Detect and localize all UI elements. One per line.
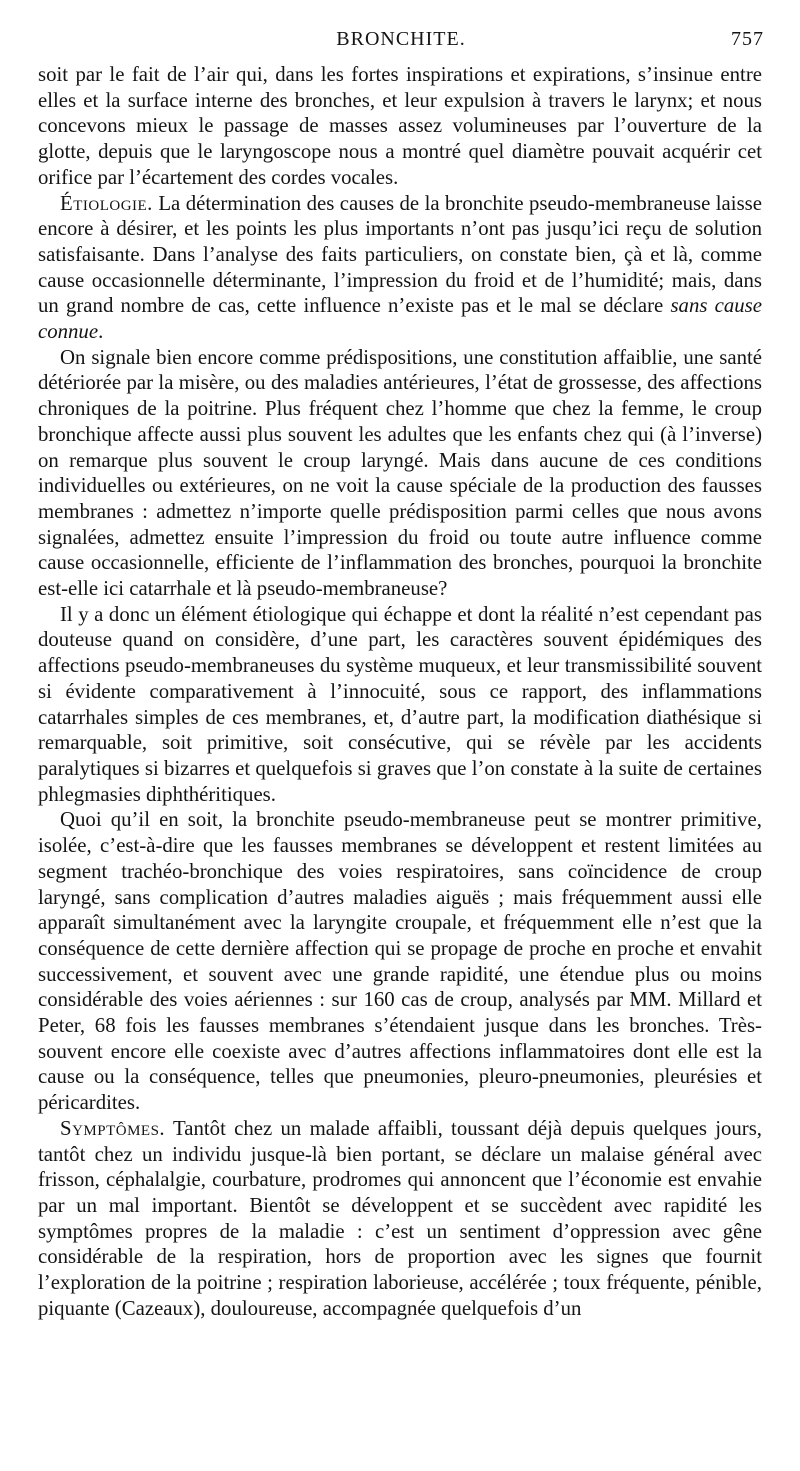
- paragraph-text: On signale bien encore comme prédispositions, une constitution affaiblie, une santé détériorée par la misère, ou des maladies antérieures, l’état de grossesse, des affections chroniques de la poitrine. Plus fréquent chez l’homme que chez la femme, le croup bronchique affecte aussi plus souvent les adultes que les enfants chez qui (à l’inverse) on remarque plus souvent le croup laryngé. Mais dans aucune de ces conditions individuelles ou extérieures, on ne voit la cause spéciale de la production des fausses membranes : admettez n’importe quelle prédisposition parmi celles que nous avons signalées, admettez ensuite l’impression du froid ou toute autre influence comme cause occasionnelle, efficiente de l’inflammation des bronches, pourquoi la bronchite est-elle ici catarrhale et là pseudo-membraneuse?: [38, 345, 762, 601]
- section-heading-symptomes: Symptômes.: [60, 1116, 166, 1140]
- paragraph-forme-primitive: [38, 807, 762, 1115]
- paragraph-text: .: [98, 320, 104, 344]
- paragraph-element-etiologique: [38, 602, 762, 808]
- paragraph-text: Il y a donc un élément étiologique qui échappe et dont la réalité n’est cependant pas douteuse quand on considère, d’une part, les caractères souvent épidémiques des affections pseudo-membraneuses du système muqueux, et leur transmissibilité souvent si évidente comparativement à l’innocuité, sous ce rapport, des inflammations catarrhales simples de ces membranes, et, d’autre part, la modification diathésique si remarquable, soit primitive, soit consécutive, qui se révèle par les accidents paralytiques si bizarres et quelquefois si graves que l’on constate à la suite de certaines phlegmasies diphthéritiques.: [38, 602, 762, 806]
- paragraph-symptomes: [38, 1116, 762, 1322]
- section-heading-etiologie: Étiologie.: [60, 191, 153, 215]
- page-number: 757: [731, 28, 764, 50]
- body-text: [38, 62, 762, 1321]
- paragraph-text: La détermination des causes de la bronchite pseudo-membraneuse laisse encore à désirer, et les points les plus importants n’ont pas jusqu’ici reçu de solution satisfaisante. Dans l’analyse des faits particuliers, on constate bien, çà et là, comme cause occasionnelle déterminante, l’impression du froid et de l’humidité; mais, dans un grand nombre de cas, cette influence n’existe pas et le mal se déclare: [38, 191, 762, 318]
- running-head: [38, 28, 764, 58]
- paragraph-etiologie: [38, 191, 762, 345]
- paragraph-predispositions: [38, 345, 762, 602]
- paragraph-text: soit par le fait de l’air qui, dans les fortes inspirations et expirations, s’insinue entre elles et la surface interne des bronches, et leur expulsion à travers le larynx; et nous concevons mieux le passage de masses assez volumineuses par l’ouverture de la glotte, depuis que le laryngoscope nous a montré quel diamètre pouvait acquérir cet orifice par l’écartement des cordes vocales.: [38, 63, 762, 189]
- paragraph-text: Quoi qu’il en soit, la bronchite pseudo-membraneuse peut se montrer primitive, isolée, c’est-à-dire que les fausses membranes se développent et restent limitées au segment trachéo-bronchique des voies respiratoires, sans coïncidence de croup laryngé, sans complication d’autres maladies aiguës ; mais fréquemment aussi elle apparaît simultanément avec la laryngite croupale, et fréquemment elle n’est que la conséquence de cette dernière affection qui se propage de proche en proche et envahit successivement, et souvent avec une grande rapidité, une étendue plus ou moins considérable des voies aériennes : sur 160 cas de croup, analysés par MM. Millard et Peter, 68 fois les fausses membranes s’étendaient jusque dans les bronches. Très-souvent encore elle coexiste avec d’autres affections inflammatoires dont elle est la cause ou la conséquence, telles que pneumonies, pleuro-pneumonies, pleurésies et péricardites.: [38, 808, 762, 1115]
- running-title: BRONCHITE.: [336, 28, 466, 50]
- paragraph-text: Tantôt chez un malade affaibli, toussant déjà depuis quelques jours, tantôt chez un individu jusque-là bien portant, se déclare un malaise général avec frisson, céphalalgie, courbature, prodromes qui annoncent que l’économie est envahie par un mal important. Bientôt se développent et se succèdent avec rapidité les symptômes propres de la maladie : c’est un sentiment d’oppression avec gêne considérable de la respiration, hors de proportion avec les signes que fournit l’exploration de la poitrine ; respiration laborieuse, accélérée ; toux fréquente, pénible, piquante (Cazeaux), douloureuse, accompagnée quelquefois d’un: [38, 1116, 762, 1320]
- paragraph-continuation: [38, 62, 762, 191]
- italic-phrase: sans cause connue: [38, 294, 762, 344]
